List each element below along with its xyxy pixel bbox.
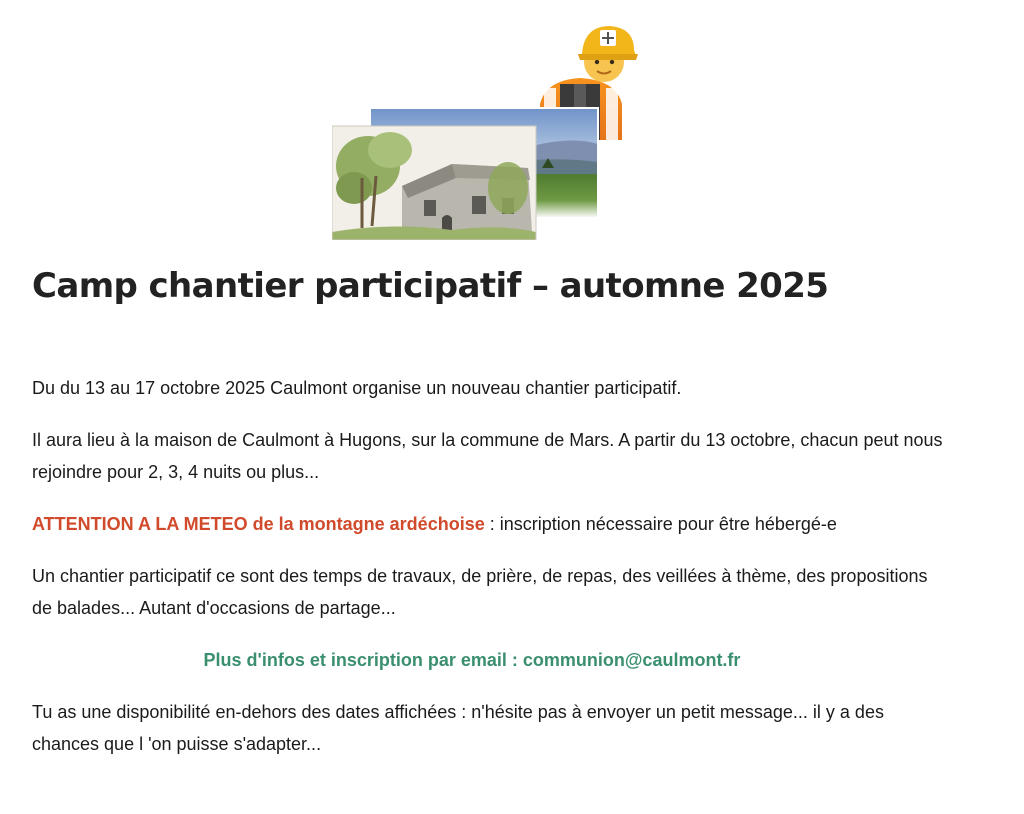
article-body <box>32 372 952 780</box>
paragraph-warning <box>32 508 952 540</box>
paragraph-availability: Tu as une disponibilité en-dehors des dates affichées : n'hésite pas à envoyer un petit message... il y a des chances que l 'on puisse s'adapter... <box>32 702 884 754</box>
paragraph-description: Un chantier participatif ce sont des temps de travaux, de prière, de repas, des veillées à thème, des propositions de balades... Autant d'occasions de partage... <box>32 566 928 618</box>
house-sketch-illustration <box>332 126 536 240</box>
warning-note: : inscription nécessaire pour être hébergé-e <box>484 514 837 534</box>
paragraph-location: Il aura lieu à la maison de Caulmont à Hugons, sur la commune de Mars. A partir du 13 octobre, chacun peut nous rejoindre pour 2, 3, 4 nuits ou plus... <box>32 430 943 482</box>
paragraph-dates: Du du 13 au 17 octobre 2025 Caulmont organise un nouveau chantier participatif. <box>32 378 682 398</box>
page-title: Camp chantier participatif – automne 2025 <box>32 266 829 306</box>
hero-illustration <box>332 18 642 240</box>
weather-warning: ATTENTION A LA METEO de la montagne ardéchoise <box>32 514 485 534</box>
contact-info: Plus d'infos et inscription par email : communion@caulmont.fr <box>203 650 741 670</box>
